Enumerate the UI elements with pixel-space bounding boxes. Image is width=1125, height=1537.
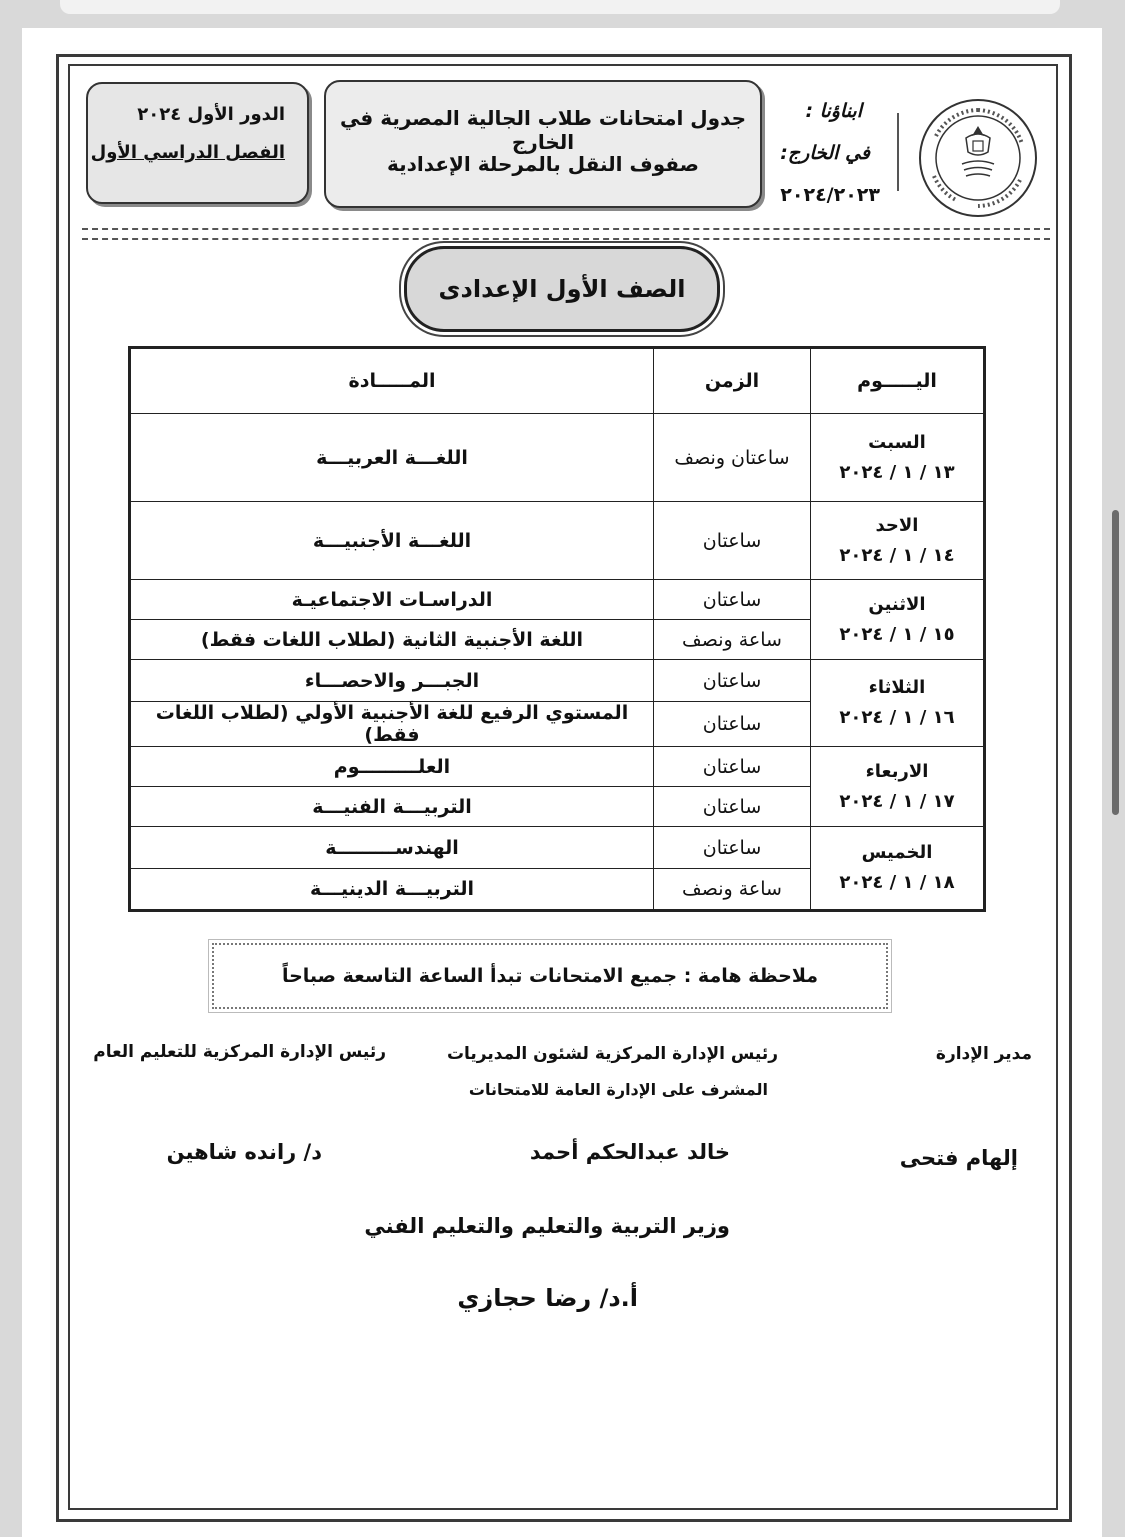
day-name: الاثنين [868,593,926,615]
table-row [130,660,985,702]
table-row [130,502,985,580]
academic-year: ٢٠٢٤/٢٠٢٣ [780,184,880,206]
grade-title: الصف الأول الإعدادى [438,275,686,303]
subject-cell: الجبـــر والاحصـــاء [130,660,654,702]
general-education-title: رئيس الإدارة المركزية للتعليم العام [93,1042,386,1062]
day-cell [811,827,985,911]
header-subject: المـــــادة [130,348,654,414]
day-name: الاحد [875,514,919,536]
browser-top-bar [60,0,1060,14]
table-row [130,747,985,787]
time-cell: ساعتان [654,827,811,869]
vertical-scrollbar[interactable] [1112,510,1119,815]
address-line-2: في الخارج: [780,142,870,164]
day-name: السبت [868,431,926,453]
time-cell: ساعة ونصف [654,869,811,911]
time-cell: ساعتان [654,747,811,787]
minister-name: أ.د/ رضا حجازي [457,1284,638,1312]
day-cell [811,502,985,580]
document-subtitle: صفوف النقل بالمرحلة الإعدادية [387,152,699,176]
day-name: الاربعاء [865,760,929,782]
header-time: الزمن [654,348,811,414]
day-cell [811,580,985,660]
subject-cell: المستوي الرفيع للغة الأجنبية الأولي (لطلاب اللغات فقط) [130,702,654,747]
day-cell [811,747,985,827]
central-director-name: خالد عبدالحكم أحمد [529,1140,730,1164]
time-cell: ساعتان [654,660,811,702]
document-title-box [324,80,762,208]
table-row [130,827,985,869]
subject-cell: الهندســـــــــة [130,827,654,869]
important-note-box [212,943,888,1009]
subject-cell: اللغـــة العربيـــة [130,414,654,502]
header-divider [82,228,1050,240]
subject-cell: التربيـــة الفنيـــة [130,787,654,827]
table-row [130,414,985,502]
logo-divider [897,113,899,191]
director-title: مدير الإدارة [935,1044,1032,1064]
important-note: ملاحظة هامة : جميع الامتحانات تبدأ الساعة التاسعة صباحاً [281,965,819,987]
document-page [22,28,1102,1537]
day-date: ١٨ / ١ / ٢٠٢٤ [839,872,955,893]
time-cell: ساعة ونصف [654,620,811,660]
subject-cell: اللغـــة الأجنبيـــة [130,502,654,580]
exam-schedule-table [128,346,986,912]
subject-cell: التربيـــة الدينيـــة [130,869,654,911]
minister-title: وزير التربية والتعليم والتعليم الفني [364,1214,730,1238]
time-cell: ساعتان [654,787,811,827]
day-name: الخميس [861,842,933,863]
central-director-subtitle: المشرف على الإدارة العامة للامتحانات [468,1080,768,1099]
day-date: ١٤ / ١ / ٢٠٢٤ [839,544,955,566]
day-cell [811,660,985,747]
subject-cell: اللغة الأجنبية الثانية (لطلاب اللغات فقط) [130,620,654,660]
table-header-row [130,348,985,414]
table-row [130,580,985,620]
central-director-title: رئيس الإدارة المركزية لشئون المديريات [446,1044,778,1064]
day-date: ١٣ / ١ / ٢٠٢٤ [839,461,955,483]
day-date: ١٧ / ١ / ٢٠٢٤ [839,790,955,812]
grade-title-box [404,246,720,332]
document-title: جدول امتحانات طلاب الجالية المصرية في الخارج [339,106,747,154]
time-cell: ساعتان [654,580,811,620]
day-date: ١٥ / ١ / ٢٠٢٤ [839,623,955,645]
exam-round-box [86,82,309,204]
exam-round-label: الدور الأول ٢٠٢٤ [137,104,285,125]
day-date: ١٦ / ١ / ٢٠٢٤ [839,707,955,728]
director-name: إلهام فتحى [899,1146,1018,1170]
address-line-1: ابناؤنا : [805,100,862,122]
header-day: اليـــــوم [811,348,985,414]
time-cell: ساعتان [654,702,811,747]
day-name: الثلاثاء [868,677,926,698]
subject-cell: الدراسـات الاجتماعيـة [130,580,654,620]
ministry-of-education-seal-icon [916,96,1040,220]
day-cell [811,414,985,502]
time-cell: ساعتان [654,502,811,580]
subject-cell: العلـــــــــوم [130,747,654,787]
general-education-name: د/ رانده شاهين [166,1140,322,1164]
semester-label: الفصل الدراسي الأول [90,142,285,163]
time-cell: ساعتان ونصف [654,414,811,502]
